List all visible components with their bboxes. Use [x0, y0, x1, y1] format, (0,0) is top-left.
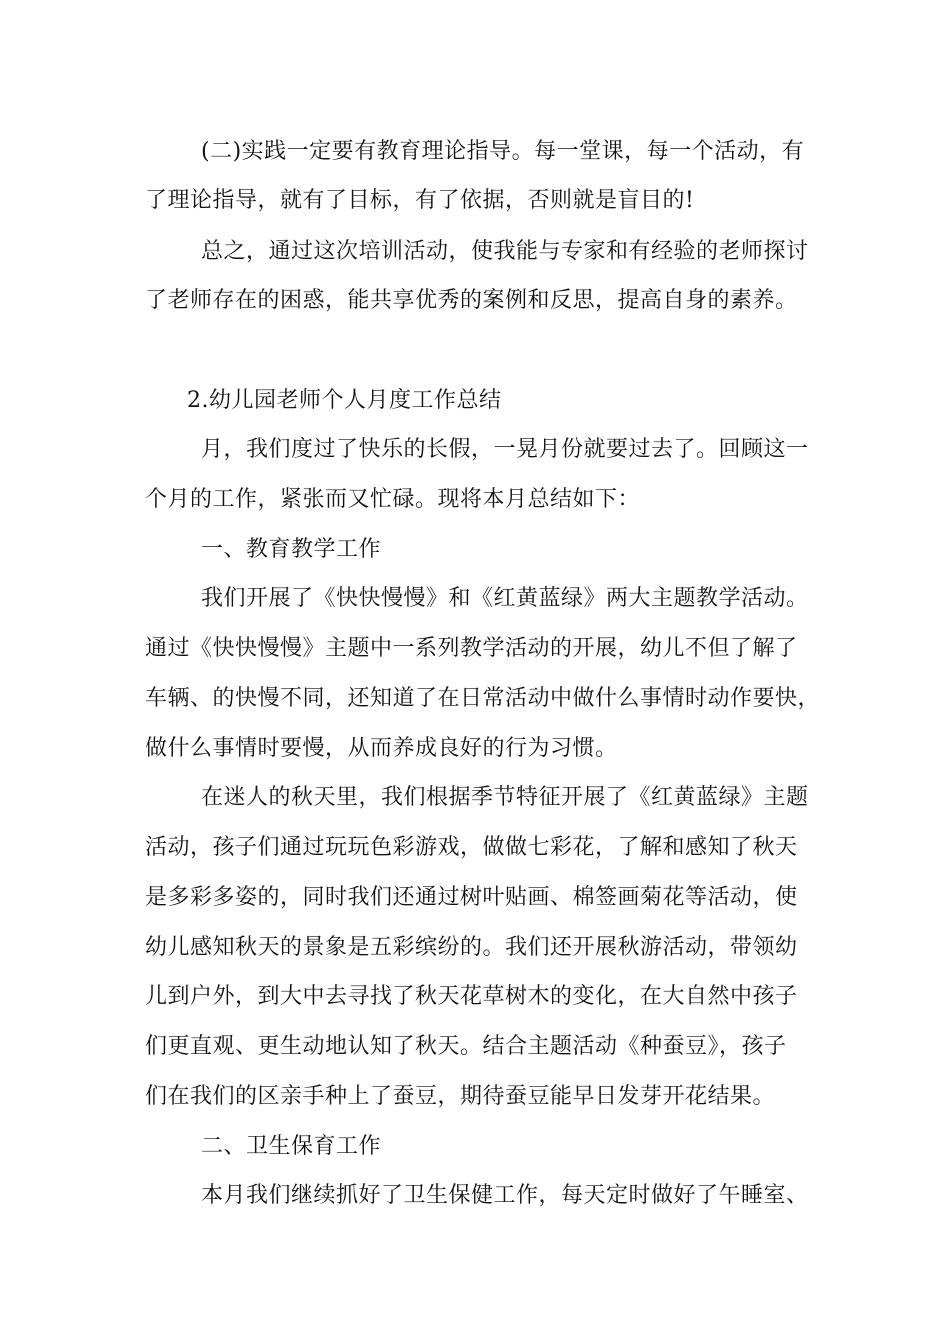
paragraph-line: 活动，孩子们通过玩玩色彩游戏，做做七彩花，了解和感知了秋天 [145, 835, 798, 860]
paragraph-line: 幼儿感知秋天的景象是五彩缤纷的。我们还开展秋游活动，带领幼 [145, 935, 798, 960]
paragraph-line: 们更直观、更生动地认知了秋天。结合主题活动《种蚕豆》，孩子 [145, 1034, 787, 1059]
section-title: 2.幼儿园老师个人月度工作总结 [187, 388, 502, 413]
paragraph-line: 我们开展了《快快慢慢》和《红黄蓝绿》两大主题教学活动。 [201, 586, 809, 611]
subsection-heading: 二、卫生保育工作 [201, 1134, 382, 1159]
paragraph-line: 做什么事情时要慢，从而养成良好的行为习惯。 [145, 736, 618, 761]
paragraph-line: 个月的工作，紧张而又忙碌。现将本月总结如下： [145, 487, 641, 512]
paragraph-line: 本月我们继续抓好了卫生保健工作，每天定时做好了午睡室、 [201, 1183, 809, 1208]
subsection-heading: 一、教育教学工作 [201, 537, 382, 562]
paragraph-line: 是多彩多姿的，同时我们还通过树叶贴画、棉签画菊花等活动，使 [145, 885, 798, 910]
paragraph-line: 总之，通过这次培训活动，使我能与专家和有经验的老师探讨 [201, 239, 809, 264]
paragraph-line: 在迷人的秋天里，我们根据季节特征开展了《红黄蓝绿》主题 [201, 785, 809, 810]
paragraph-line: 车辆、的快慢不同，还知道了在日常活动中做什么事情时动作要快， [145, 686, 821, 711]
paragraph-line: 通过《快快慢慢》主题中一系列教学活动的开展，幼儿不但了解了 [145, 636, 798, 661]
paragraph-line: 月，我们度过了快乐的长假，一晃月份就要过去了。回顾这一 [201, 437, 809, 462]
paragraph-line: 们在我们的区亲手种上了蚕豆，期待蚕豆能早日发芽开花结果。 [145, 1084, 776, 1109]
paragraph-line: 了老师存在的困惑，能共享优秀的案例和反思，提高自身的素养。 [145, 288, 798, 313]
paragraph-line: (二)实践一定要有教育理论指导。每一堂课，每一个活动，有 [201, 139, 805, 164]
paragraph-line: 儿到户外，到大中去寻找了秋天花草树木的变化，在大自然中孩子 [145, 984, 798, 1009]
paragraph-line: 了理论指导，就有了目标，有了依据，否则就是盲目的! [145, 188, 695, 213]
